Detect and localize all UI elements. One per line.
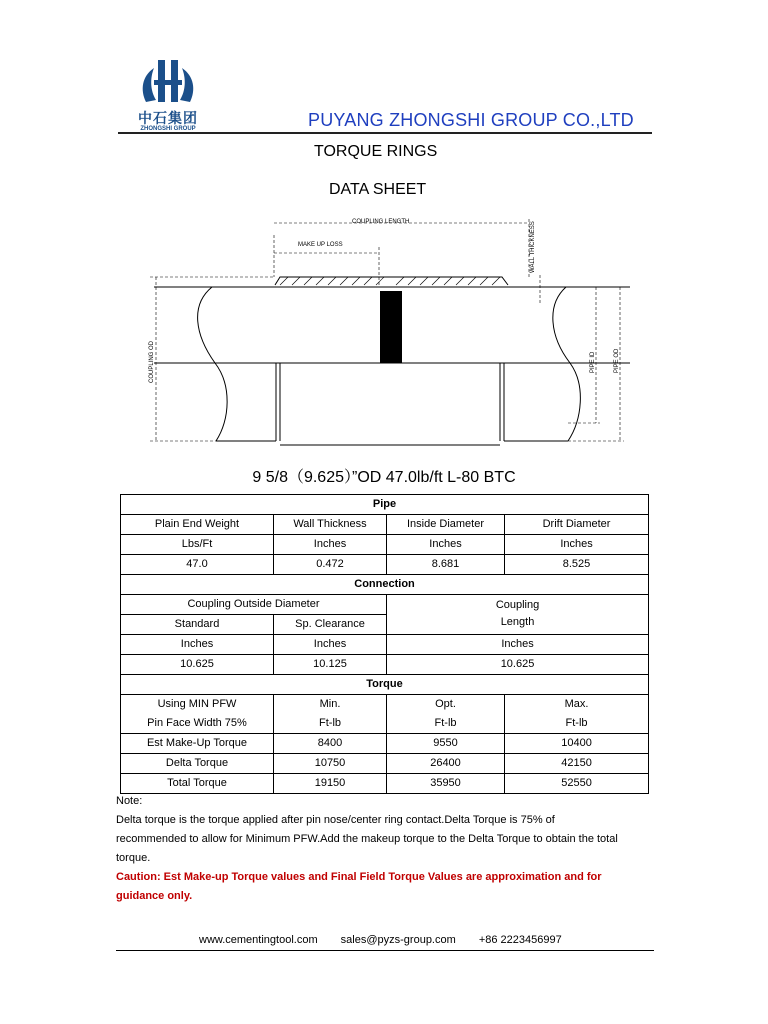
- table-cell: Inches: [274, 535, 387, 555]
- logo-mark-icon: [132, 56, 204, 110]
- table-cell: 9550: [387, 734, 505, 754]
- footer-divider: [116, 950, 654, 951]
- document-title: TORQUE RINGS: [314, 143, 438, 160]
- table-cell: Inches: [121, 635, 274, 655]
- notes-line: Delta torque is the torque applied after pin nose/center ring contact.Delta Torque is 75% of: [116, 814, 555, 826]
- table-cell: Delta Torque: [121, 754, 274, 774]
- table-cell: 8400: [274, 734, 387, 754]
- table-cell: 47.0: [121, 555, 274, 575]
- cell-line: Using MIN PFW: [157, 697, 237, 710]
- table-cell: Coupling Outside Diameter: [121, 595, 387, 615]
- table-cell: Lbs/Ft: [121, 535, 274, 555]
- table-cell: [387, 595, 649, 635]
- cell-line: Ft-lb: [434, 716, 457, 729]
- table-cell: 10.125: [274, 655, 387, 675]
- cell-line: Pin Face Width 75%: [147, 716, 247, 729]
- section-header-row: [121, 675, 649, 695]
- coupling-length-label: COUPLING LENGTH: [352, 219, 410, 225]
- table-cell: Standard: [121, 615, 274, 635]
- section-header-connection: Connection: [121, 575, 649, 595]
- table-cell: 10400: [505, 734, 649, 754]
- table-cell: Sp. Clearance: [274, 615, 387, 635]
- pipe-id-label: PIPE ID: [590, 351, 596, 373]
- table-cell: 0.472: [274, 555, 387, 575]
- table-cell: [274, 695, 387, 734]
- table-cell: 8.525: [505, 555, 649, 575]
- cell-line: Opt.: [435, 697, 456, 710]
- table-row: [121, 595, 649, 615]
- table-cell: 52550: [505, 774, 649, 794]
- length-label: Length: [500, 616, 535, 628]
- cell-line: Ft-lb: [565, 716, 588, 729]
- table-cell: Wall Thickness: [274, 515, 387, 535]
- table-cell: Inches: [387, 635, 649, 655]
- table-row: [121, 734, 649, 754]
- cell-line: Min.: [319, 697, 341, 710]
- footer-contact: [199, 934, 582, 946]
- table-cell: Inches: [274, 635, 387, 655]
- torque-ring-drawing: [120, 205, 650, 467]
- table-cell: [121, 695, 274, 734]
- table-cell: Inches: [387, 535, 505, 555]
- table-cell: Plain End Weight: [121, 515, 274, 535]
- section-header-pipe: Pipe: [121, 495, 649, 515]
- notes-label: Note:: [116, 795, 143, 807]
- coupling-label: Coupling: [495, 599, 540, 612]
- table-cell: Inside Diameter: [387, 515, 505, 535]
- make-up-loss-label: MAKE UP LOSS: [298, 242, 343, 248]
- table-row: [121, 655, 649, 675]
- company-name: PUYANG ZHONGSHI GROUP CO.,LTD: [308, 110, 634, 130]
- logo-chinese-text: 中石集团: [138, 111, 198, 127]
- table-cell: 26400: [387, 754, 505, 774]
- pipe-od-label: PIPE OD: [614, 348, 620, 373]
- table-row: [121, 635, 649, 655]
- section-header-torque: Torque: [121, 675, 649, 695]
- table-cell: [387, 695, 505, 734]
- table-cell: Inches: [505, 535, 649, 555]
- header-divider: [118, 132, 652, 134]
- table-cell: [505, 695, 649, 734]
- product-spec: 9 5/8（9.625）”OD 47.0lb/ft L-80 BTC: [252, 469, 516, 486]
- table-cell: 10.625: [121, 655, 274, 675]
- caution-line: guidance only.: [116, 890, 193, 902]
- table-row: [121, 754, 649, 774]
- notes-line: recommended to allow for Minimum PFW.Add the makeup torque to the Delta Torque to obtain the total: [116, 833, 618, 845]
- wall-thickness-label: WALL THICKNESS: [530, 221, 536, 273]
- notes-line: torque.: [116, 852, 151, 864]
- table-cell: 35950: [387, 774, 505, 794]
- table-cell: Drift Diameter: [505, 515, 649, 535]
- notes-section: [116, 792, 656, 906]
- table-cell: Est Make-Up Torque: [121, 734, 274, 754]
- table-row: [121, 695, 649, 734]
- table-cell: Total Torque: [121, 774, 274, 794]
- table-cell: 8.681: [387, 555, 505, 575]
- footer-email-link[interactable]: sales@pyzs-group.com: [340, 934, 456, 946]
- table-cell: 42150: [505, 754, 649, 774]
- table-cell: 10.625: [387, 655, 649, 675]
- table-row: [121, 535, 649, 555]
- table-cell: 10750: [274, 754, 387, 774]
- table-row: [121, 774, 649, 794]
- footer-website-link[interactable]: www.cementingtool.com: [199, 934, 318, 946]
- table-cell: 19150: [274, 774, 387, 794]
- company-logo: [132, 56, 204, 134]
- cell-line: Ft-lb: [319, 716, 341, 729]
- coupling-od-label: COUPLING OD: [149, 340, 155, 383]
- caution-line: Caution: Est Make-up Torque values and Final Field Torque Values are approximation and for: [116, 871, 602, 883]
- document-subtitle: DATA SHEET: [329, 181, 427, 198]
- logo-english-text: ZHONGSHI GROUP: [140, 126, 196, 132]
- footer-phone: +86 2223456997: [478, 934, 562, 946]
- section-header-row: [121, 495, 649, 515]
- cell-line: Max.: [564, 697, 589, 710]
- data-table: [120, 494, 649, 794]
- section-header-row: [121, 575, 649, 595]
- table-row: [121, 515, 649, 535]
- table-row: [121, 555, 649, 575]
